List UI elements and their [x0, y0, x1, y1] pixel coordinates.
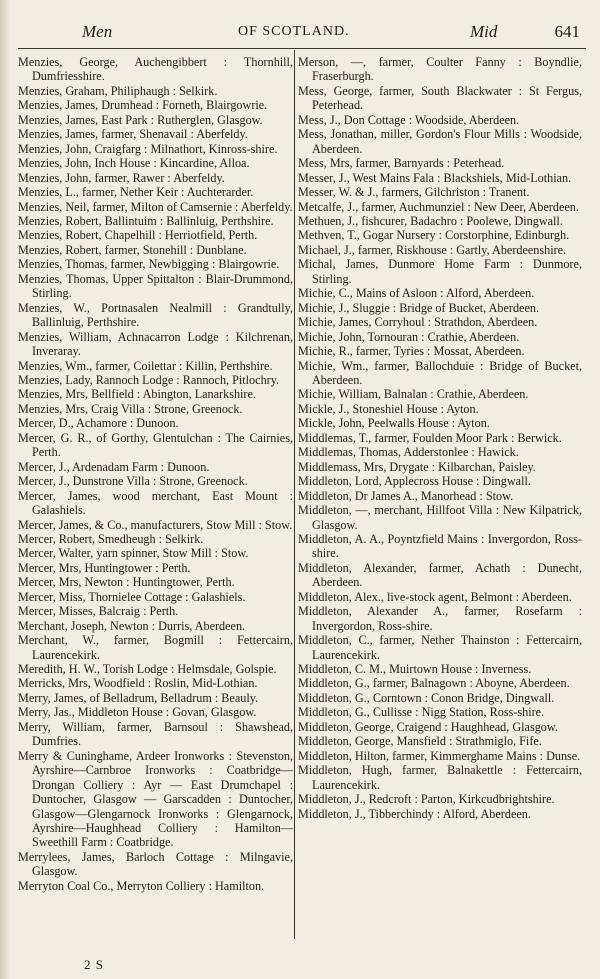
directory-entry: Merson, —, farmer, Coulter Fanny : Boyndlie, Fraserburgh.	[298, 55, 582, 84]
directory-entry: Mercer, Miss, Thornielee Cottage : Galashiels.	[18, 589, 246, 604]
directory-entry: Merchant, Joseph, Newton : Durris, Aberdeen.	[18, 618, 246, 633]
directory-entry: Menzies, Wm., farmer, Coilettar : Killin, Perthshire.	[18, 358, 273, 373]
directory-entry: Middleton, Dr James A., Manorhead : Stow.	[298, 488, 514, 503]
directory-entry: Mercer, D., Achamore : Dunoon.	[18, 416, 179, 431]
directory-entry: Middlemass, Mrs, Drygate : Kilbarchan, Paisley.	[298, 459, 536, 474]
left-column	[18, 55, 293, 963]
directory-entry: Menzies, L., farmer, Nether Keir : Auchterarder.	[18, 185, 254, 200]
directory-entry: Middleton, Alexander A., farmer, Rosefarm : Invergordon, Ross-shire.	[298, 604, 582, 633]
directory-entry: Menzies, Graham, Philiphaugh : Selkirk.	[18, 83, 218, 98]
directory-entry: Merry, William, farmer, Barnsoul : Shawshead, Dumfries.	[18, 719, 293, 749]
directory-entry: Michie, John, Tornouran : Crathie, Aberdeen.	[298, 329, 520, 344]
directory-entry: Menzies, Lady, Rannoch Lodge : Rannoch, Pitlochry.	[18, 372, 280, 387]
column-divider	[294, 50, 295, 939]
directory-entry: Methven, T., Gogar Nursery : Corstorphine, Edinburgh.	[298, 228, 570, 243]
directory-entry: Mickle, John, Peelwalls House : Ayton.	[298, 416, 490, 431]
directory-entry: Menzies, John, Inch House : Kincardine, Alloa.	[18, 156, 250, 171]
directory-entry: Menzies, James, Drumhead : Forneth, Blairgowrie.	[18, 98, 268, 113]
directory-entry: Michie, C., Mains of Asloon : Alford, Aberdeen.	[298, 286, 535, 301]
directory-entry: Menzies, W., Portnasalen Nealmill : Grandtully, Ballinluig, Perthshire.	[18, 300, 293, 330]
directory-entry: Mercer, James, & Co., manufacturers, Stow Mill : Stow.	[18, 517, 293, 532]
directory-entry: Michie, William, Balnalan : Crathie, Aberdeen.	[298, 387, 529, 402]
directory-entry: Michael, J., farmer, Riskhouse : Gartly, Aberdeenshire.	[298, 242, 567, 257]
page-binding-edge	[0, 0, 10, 979]
directory-entry: Menzies, Neil, farmer, Milton of Camsernie : Aberfeldy.	[18, 199, 293, 214]
directory-entry: Merricks, Mrs, Woodfield : Roslin, Mid-Lothian.	[18, 676, 258, 691]
directory-entry: Metcalfe, J., farmer, Auchmunziel : New Deer, Aberdeen.	[298, 199, 579, 214]
directory-entry: Menzies, John, farmer, Rawer : Aberfeldy.	[18, 170, 225, 185]
directory-entry: Menzies, Robert, Chapelhill : Herriotfield, Perth.	[18, 228, 258, 243]
directory-entry: Mercer, Misses, Balcraig : Perth.	[18, 604, 179, 619]
directory-entry: Merrylees, James, Barloch Cottage : Milngavie, Glasgow.	[18, 849, 293, 879]
directory-entry: Menzies, Thomas, Upper Spittalton : Blair-Drummond, Stirling.	[18, 271, 293, 301]
directory-entry: Menzies, Robert, farmer, Stonehill : Dunblane.	[18, 242, 247, 257]
directory-entry: Middleton, Hugh, farmer, Balnakettle : Fettercairn, Laurencekirk.	[298, 763, 582, 792]
directory-entry: Merry, James, of Belladrum, Belladrum : Beauly.	[18, 690, 259, 705]
directory-entry: Menzies, John, Craigfarg : Milnathort, Kinross-shire.	[18, 141, 278, 156]
directory-entry: Mess, J., Don Cottage : Woodside, Aberdeen.	[298, 112, 520, 127]
directory-entry: Menzies, George, Auchengibbert : Thornhill, Dumfriesshire.	[18, 55, 293, 84]
directory-entry: Middleton, Hilton, farmer, Kimmerghame Mains : Dunse.	[298, 748, 581, 763]
directory-entry: Michal, James, Dunmore Home Farm : Dunmore, Stirling.	[298, 257, 582, 286]
directory-entry: Merchant, W., farmer, Bogmill : Fettercairn, Laurencekirk.	[18, 633, 293, 662]
header-title: OF SCOTLAND.	[238, 24, 350, 39]
directory-entry: Menzies, James, East Park : Rutherglen, Glasgow.	[18, 112, 263, 127]
directory-entry: Middleton, G., Corntown : Conon Bridge, Dingwall.	[298, 690, 555, 705]
directory-entry: Menzies, Thomas, farmer, Newbigging : Blairgowrie.	[18, 257, 280, 272]
directory-entry: Middleton, Lord, Applecross House : Dingwall.	[298, 474, 531, 489]
directory-entry: Mercer, Mrs, Huntingtower : Perth.	[18, 560, 191, 575]
directory-entry: Middleton, —, merchant, Hillfoot Villa : New Kilpatrick, Glasgow.	[298, 503, 582, 532]
directory-entry: Middleton, George, Mansfield : Strathmiglo, Fife.	[298, 734, 542, 749]
directory-entry: Middleton, G., farmer, Balnagown : Aboyne, Aberdeen.	[298, 676, 570, 691]
directory-entry: Mess, Jonathan, miller, Gordon's Flour Mills : Woodside, Aberdeen.	[298, 127, 582, 156]
directory-entry: Mercer, Walter, yarn spinner, Stow Mill : Stow.	[18, 546, 249, 561]
directory-entry: Middleton, A. A., Poyntzfield Mains : Invergordon, Ross-shire.	[298, 531, 582, 561]
header-left-word: Men	[82, 22, 113, 41]
page-number: 641	[554, 22, 580, 41]
directory-entry: Menzies, William, Achnacarron Lodge : Kilchrenan, Inveraray.	[18, 329, 293, 359]
directory-entry: Middleton, George, Craigend : Haughhead, Glasgow.	[298, 719, 558, 734]
directory-entry: Michie, J., Sluggie : Bridge of Bucket, Aberdeen.	[298, 300, 539, 315]
signature-mark: 2 S	[84, 957, 104, 972]
directory-entry: Middleton, C. M., Muirtown House : Inverness.	[298, 662, 532, 677]
directory-entry: Michie, R., farmer, Tyries : Mossat, Aberdeen.	[298, 344, 525, 359]
directory-entry: Michie, James, Corryhoul : Strathdon, Aberdeen.	[298, 315, 538, 330]
directory-entry: Menzies, Robert, Ballintuim : Ballinluig, Perthshire.	[18, 213, 274, 228]
header-rule	[18, 48, 586, 49]
directory-entry: Middleton, J., Tibberchindy : Alford, Aberdeen.	[298, 806, 531, 821]
directory-entry: Messer, W. & J., farmers, Gilchriston : Tranent.	[298, 185, 530, 200]
directory-entry: Menzies, Mrs, Bellfield : Abington, Lanarkshire.	[18, 387, 256, 402]
directory-entry: Mess, George, farmer, South Blackwater : St Fergus, Peterhead.	[298, 83, 582, 113]
directory-entry: Mercer, G. R., of Gorthy, Glentulchan : The Cairnies, Perth.	[18, 430, 293, 460]
directory-entry: Mercer, Robert, Smedheugh : Selkirk.	[18, 531, 204, 546]
directory-entry: Mercer, James, wood merchant, East Mount : Galashiels.	[18, 488, 293, 518]
directory-entry: Mercer, J., Ardenadam Farm : Dunoon.	[18, 459, 210, 474]
right-column	[298, 55, 582, 963]
directory-entry: Merry, Jas., Middleton House : Govan, Glasgow.	[18, 705, 257, 720]
directory-entry: Methuen, J., fishcurer, Badachro : Poolewe, Dingwall.	[298, 213, 563, 228]
directory-entry: Merry & Cuninghame, Ardeer Ironworks : Stevenston, Ayrshire—Carnbroe Ironworks : Coatbridge—Drongan Colliery : Ayr — East Drumchapel : Duntocher, Glasgow — Garscadden : Duntocher, Glasgow—Glengarnock Ironworks : Glengarnock, Ayrshire—Haughhead Colliery : Hamilton—Sweethill Farm : Coatbridge.	[18, 748, 293, 850]
directory-entry: Middleton, G., Cullisse : Nigg Station, Ross-shire.	[298, 705, 545, 720]
directory-entry: Mercer, Mrs, Newton : Huntingtower, Perth.	[18, 575, 235, 590]
directory-entry: Middleton, J., Redcroft : Parton, Kirkcudbrightshire.	[298, 792, 555, 807]
directory-entry: Mess, Mrs, farmer, Barnyards : Peterhead.	[298, 156, 505, 171]
running-header	[20, 18, 582, 44]
directory-entry: Middleton, Alex., live-stock agent, Belmont : Aberdeen.	[298, 589, 572, 604]
directory-entry: Menzies, Mrs, Craig Villa : Strone, Greenock.	[18, 401, 243, 416]
directory-entry: Meredith, H. W., Torish Lodge : Helmsdale, Golspie.	[18, 662, 277, 677]
directory-entry: Mercer, J., Dunstrone Villa : Strone, Greenock.	[18, 474, 248, 489]
directory-entry: Middleton, C., farmer, Nether Thainston : Fettercairn, Laurencekirk.	[298, 633, 582, 662]
header-right-word: Mid	[470, 22, 498, 41]
directory-entry: Middlemas, T., farmer, Foulden Moor Park : Berwick.	[298, 430, 562, 445]
directory-entry: Menzies, James, farmer, Shenavail : Aberfeldy.	[18, 127, 248, 142]
directory-entry: Middlemas, Thomas, Adderstonlee : Hawick.	[298, 445, 519, 460]
directory-entry: Michie, Wm., farmer, Ballochduie : Bridge of Bucket, Aberdeen.	[298, 358, 582, 387]
directory-entry: Mickle, J., Stoneshiel House : Ayton.	[298, 401, 479, 416]
directory-entry: Merryton Coal Co., Merryton Colliery : Hamilton.	[18, 878, 265, 893]
directory-entry: Messer, J., West Mains Fala : Blackshiels, Mid-Lothian.	[298, 170, 572, 185]
directory-entry: Middleton, Alexander, farmer, Achath : Dunecht, Aberdeen.	[298, 560, 582, 590]
